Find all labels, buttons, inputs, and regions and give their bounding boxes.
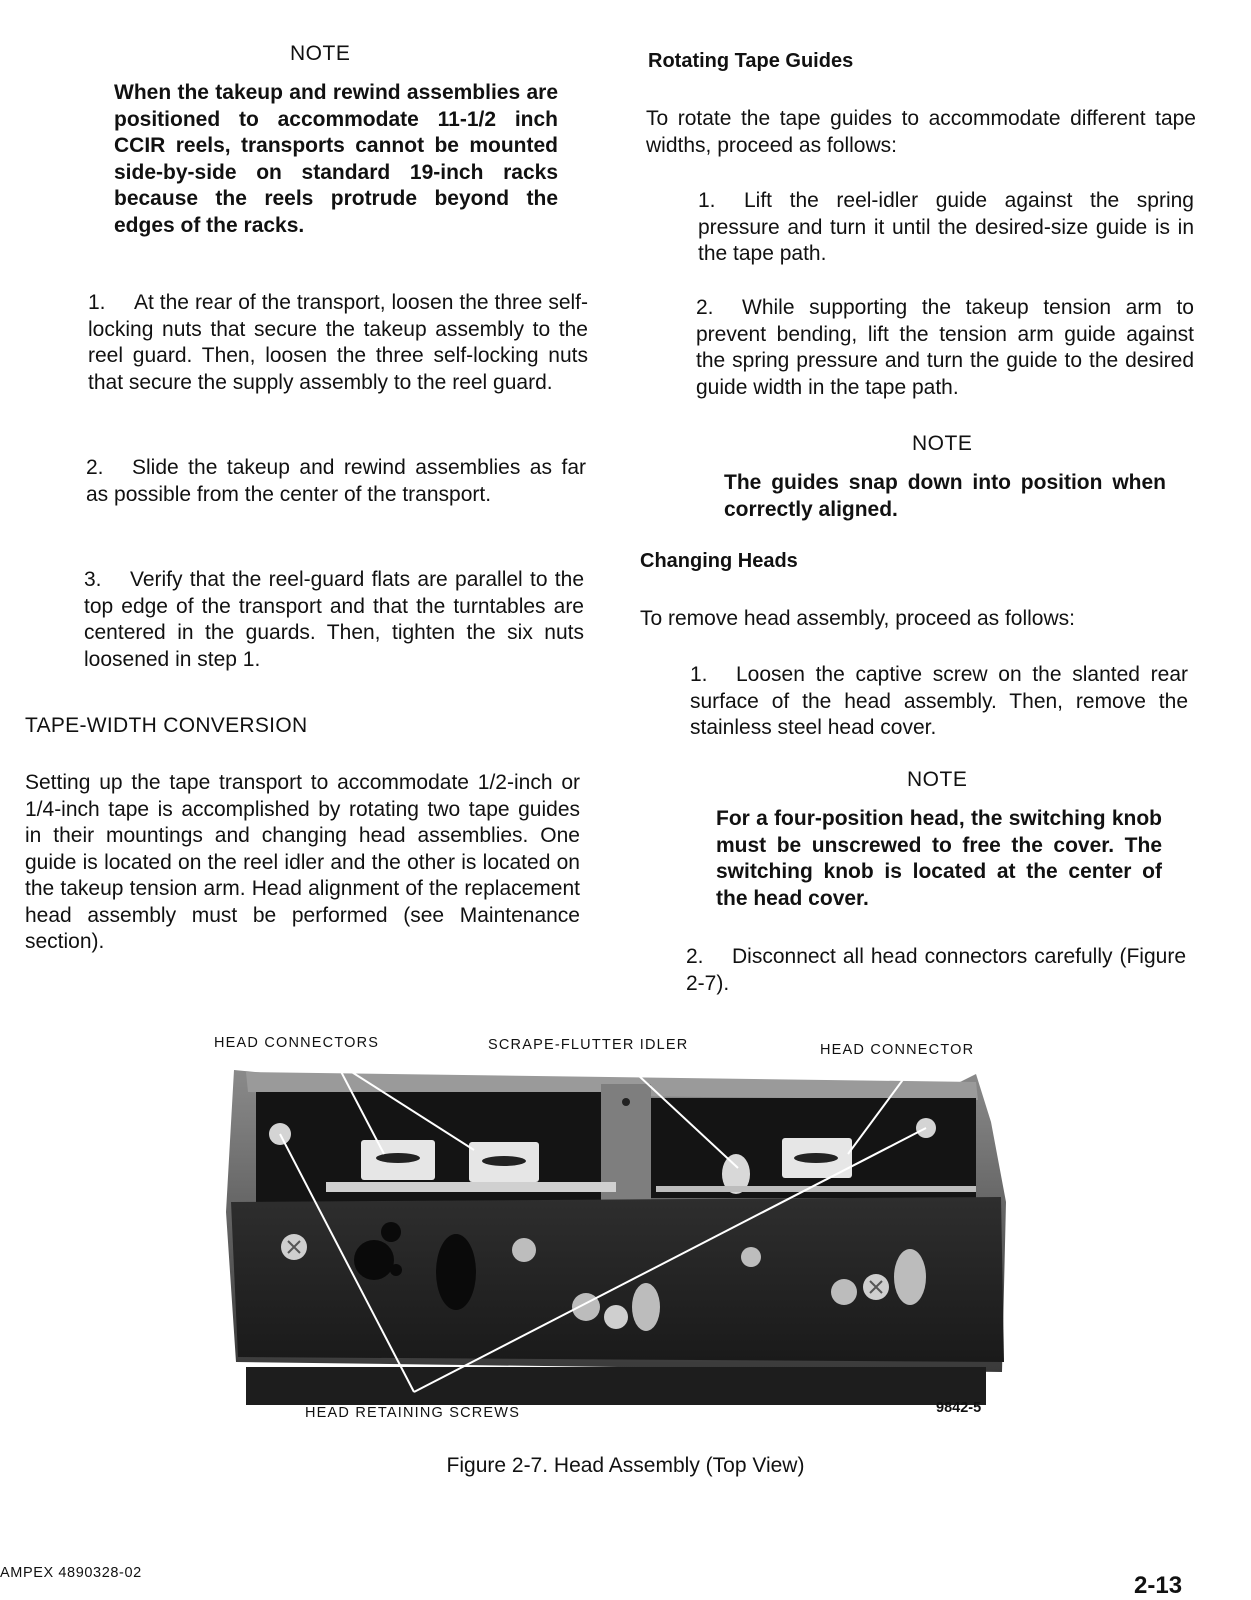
step-text: Lift the reel-idler guide against the spring pressure and turn it until the desired-size guide is in the tape path. [698,189,1194,265]
section-heading: TAPE-WIDTH CONVERSION [25,714,308,737]
label-head-retaining-screws: HEAD RETAINING SCREWS [305,1405,521,1421]
step-number: 3. [84,568,102,591]
step-1 [88,290,588,396]
figure-caption: Figure 2-7. Head Assembly (Top View) [446,1454,805,1477]
section-body: Setting up the tape transport to accommodate 1/2-inch or 1/4-inch tape is accomplished by rotating two tape guides in their mountings and changing head assemblies. One guide is located on the reel idler and the other is located on the takeup tension arm. Head alignment of the replacement head assembly must be performed (see Maintenance section). [25,771,580,953]
step-number: 2. [696,296,714,319]
step-text: While supporting the takeup tension arm to prevent bending, lift the tension arm guide against the spring pressure and turn the guide to the desired guide width in the tape path. [696,296,1194,399]
step-text: Disconnect all head connectors carefully (Figure 2-7). [686,945,1186,995]
note-title: NOTE [907,768,968,791]
subheading-rotating-tape-guides: Rotating Tape Guides [648,50,854,72]
label-head-connector: HEAD CONNECTOR [820,1042,975,1058]
label-head-connectors: HEAD CONNECTORS [214,1035,380,1051]
figure-id: 9842-5 [936,1400,982,1416]
step-number: 1. [88,291,106,314]
step-number: 1. [698,189,716,212]
note-body: The guides snap down into position when correctly aligned. [724,471,1166,521]
step-number: 2. [86,456,104,479]
intro-changing: To remove head assembly, proceed as follows: [640,607,1075,630]
rotate-step-2 [696,295,1194,401]
change-step-2 [686,944,1186,997]
step-number: 2. [686,945,704,968]
step-text: Verify that the reel-guard flats are parallel to the top edge of the transport and that the turntables are centered in the guards. Then, tighten the six nuts loosened in step 1. [84,568,584,671]
rotate-step-1 [698,188,1194,268]
step-text: At the rear of the transport, loosen the three self-locking nuts that secure the takeup assembly to the reel guard. Then, loosen the three self-locking nuts that secure the supply assembly to the reel guard. [88,291,588,394]
note-title: NOTE [290,42,351,65]
subheading-changing-heads: Changing Heads [640,550,798,572]
step-number: 1. [690,663,708,686]
note-body: When the takeup and rewind assemblies are positioned to accommodate 11-1/2 inch CCIR reels, transports cannot be mounted side-by-side on standard 19-inch racks because the reels protrude beyond the edges of the racks. [114,81,558,237]
page-number: 2-13 [1134,1572,1183,1599]
step-text: Slide the takeup and rewind assemblies as far as possible from the center of the transport. [86,456,586,506]
doc-number: AMPEX 4890328-02 [0,1565,142,1581]
intro-rotating: To rotate the tape guides to accommodate different tape widths, proceed as follows: [646,107,1196,157]
label-scrape-flutter-idler: SCRAPE-FLUTTER IDLER [488,1037,689,1053]
note-body: For a four-position head, the switching knob must be unscrewed to free the cover. The switching knob is located at the center of the head cover. [716,807,1162,910]
step-3 [84,567,584,673]
step-2 [86,455,586,508]
head-assembly-photo [216,1062,1016,1412]
step-text: Loosen the captive screw on the slanted rear surface of the head assembly. Then, remove the stainless steel head cover. [690,663,1188,739]
change-step-1 [690,662,1188,742]
note-title: NOTE [912,432,973,455]
